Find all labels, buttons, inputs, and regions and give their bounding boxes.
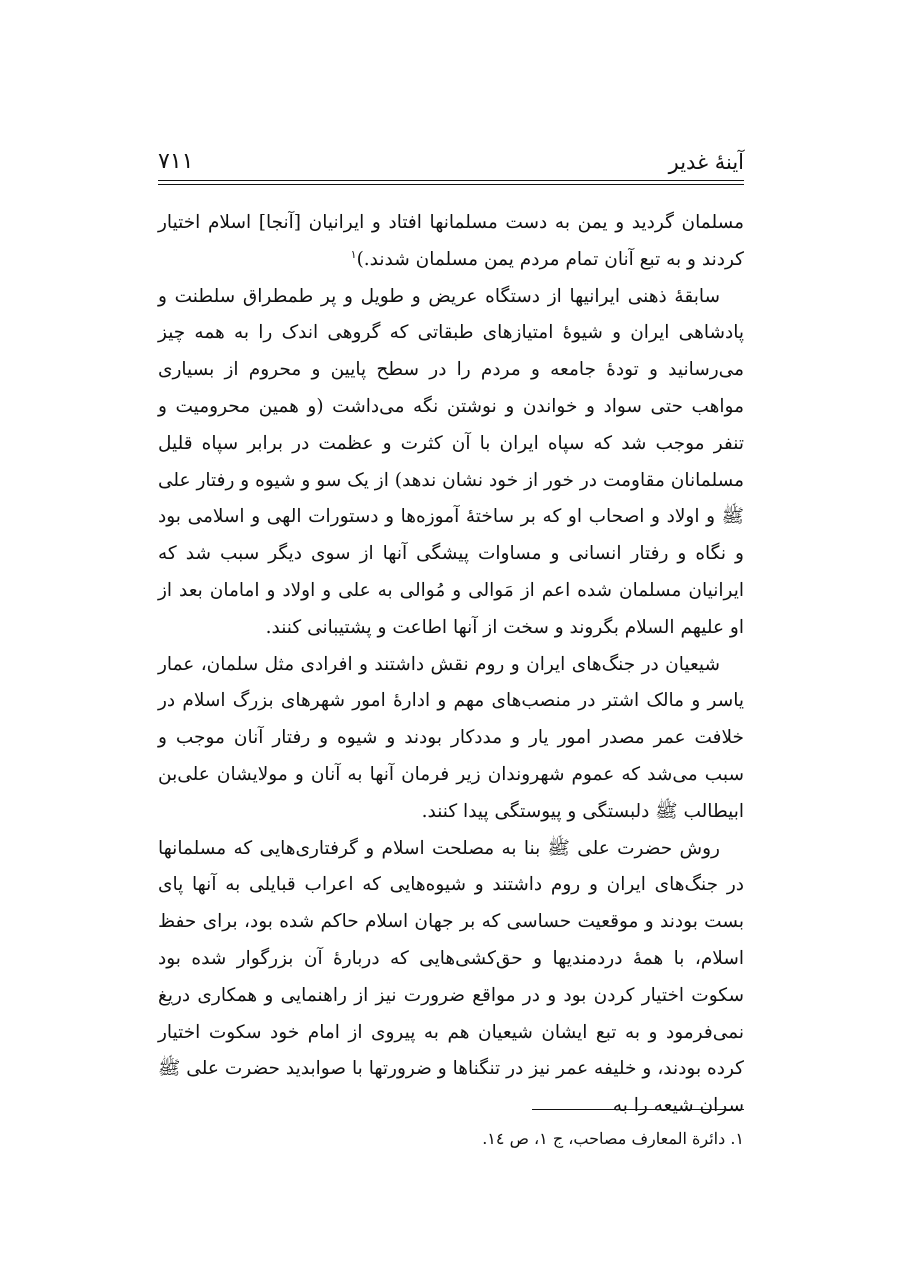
footnote: ۱. دائرة المعارف مصاحب، ج ۱، ص ۱٤. (482, 1129, 744, 1148)
header-divider (158, 184, 744, 185)
paragraph-1-text: مسلمان گردید و یمن به دست مسلمانها افتاد و ایرانیان [آنجا] اسلام اختیار کردند و به تبع آنان تمام مردم یمن مسلمان شدند.) (158, 212, 744, 270)
footnote-reference: ۱ (350, 247, 357, 261)
footnote-divider (532, 1109, 744, 1110)
paragraph-4: روش حضرت علی ﷺ بنا به مصلحت اسلام و گرفتاری‌هایی که مسلمانها در جنگ‌های ایران و روم داشتند و شیوه‌هایی که اعراب قبایلی به آنها پای بست بودند و موقعیت حساسی که بر جهان اسلام حاکم شده بود، برای حفظ اسلام، با همهٔ دردمندیها و حق‌کشی‌هایی که دربارهٔ آن بزرگوار شده بود سکوت اختیار کردن بود و در مواقع ضرورت نیز از راهنمایی و همکاری دریغ نمی‌فرمود و به تبع ایشان شیعیان هم به پیروی از امام خود سکوت اختیار کرده بودند، و خلیفه عمر نیز در تنگناها و ضرورتها با صوابدید حضرت علی ﷺ سران شیعه را به (158, 837, 744, 1117)
paragraph-2: سابقهٔ ذهنی ایرانیها از دستگاه عریض و طویل و پر طمطراق سلطنت و پادشاهی ایران و شیوهٔ امتیازهای طبقاتی که گروهی اندک را به همه چیز می‌رسانید و تودهٔ جامعه و مردم را در سطح پایین و محروم از بسیاری مواهب حتی سواد و خواندن و نوشتن نگه می‌داشت (و همین محرومیت و تنفر موجب شد که سپاه ایران با آن کثرت و عظمت در برابر سپاه قلیل مسلمانان مقاومت در خور از خود نشان ندهد) از یک سو و شیوه و رفتار علی ﷺ و اولاد و اصحاب او که بر ساختهٔ آموزه‌ها و دستورات الهی و اسلامی بود و نگاه و رفتار انسانی و مساوات پیشگی آنها از سوی دیگر سبب شد که ایرانیان مسلمان شده اعم از مَوالی و مُوالی به علی و اولاد و امامان بعد از او علیهم السلام بگروند و سخت از آنها اطاعت و پشتیبانی کنند. (158, 285, 744, 638)
paragraph-1 (158, 205, 744, 279)
paragraph-3: شیعیان در جنگ‌های ایران و روم نقش داشتند و افرادی مثل سلمان، عمار یاسر و مالک اشتر در منصب‌های مهم و ادارهٔ امور شهرهای بزرگ اسلام در خلافت عمر مصدر امور یار و مددکار بودند و شیوه و رفتار آنان موجب و سبب می‌شد که عموم شهروندان زیر فرمان آنها به آنان و مولایشان علی‌بن ابیطالب ﷺ دلبستگی و پیوستگی پیدا کنند. (158, 653, 744, 822)
main-text (158, 205, 744, 1125)
page-number: ۷۱۱ (158, 149, 194, 174)
running-header (158, 146, 744, 181)
book-title: آینهٔ غدیر (668, 150, 744, 174)
